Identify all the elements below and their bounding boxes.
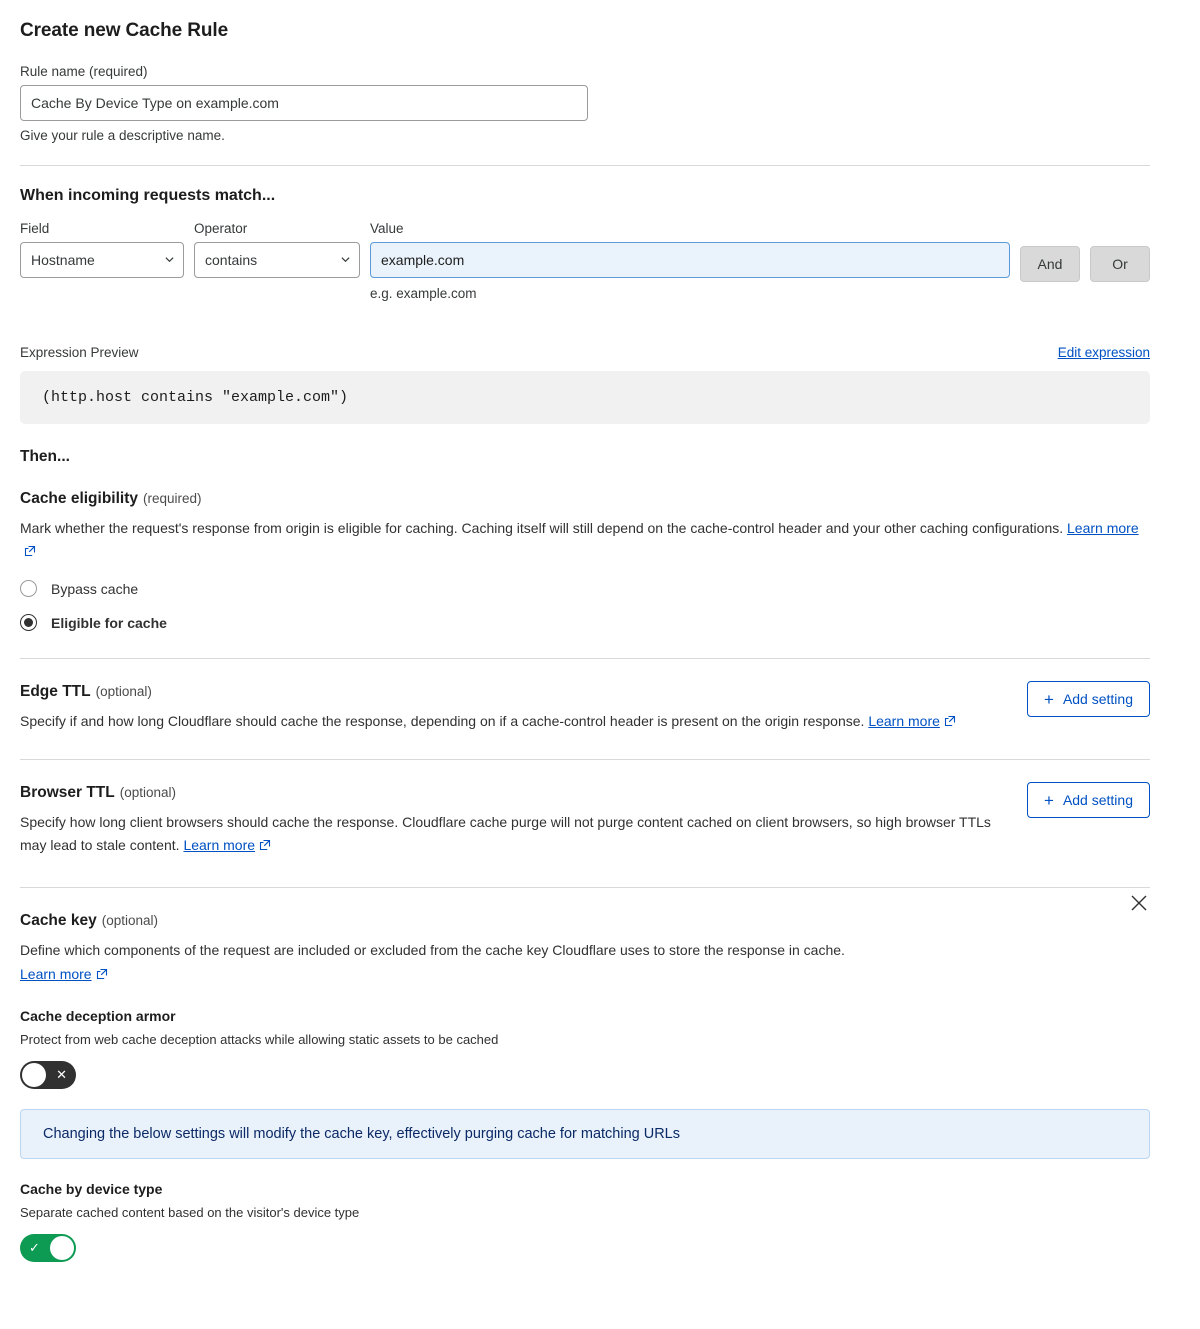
expression-preview-label: Expression Preview bbox=[20, 345, 139, 360]
cache-key-description bbox=[20, 939, 1128, 985]
browser-ttl-title-text: Browser TTL bbox=[20, 784, 115, 802]
cache-key-title-text: Cache key bbox=[20, 912, 97, 930]
value-helper: e.g. example.com bbox=[370, 286, 477, 301]
cache-by-device-type-toggle[interactable] bbox=[20, 1234, 76, 1262]
edit-expression-link[interactable]: Edit expression bbox=[1057, 345, 1150, 360]
cache-by-device-type-description: Separate cached content based on the visitor's device type bbox=[20, 1204, 360, 1220]
or-button[interactable]: Or bbox=[1090, 246, 1150, 282]
edge-ttl-learn-more-link[interactable]: Learn more bbox=[868, 713, 940, 730]
field-label: Field bbox=[20, 221, 50, 236]
external-link-icon bbox=[96, 968, 108, 980]
plus-icon: + bbox=[1044, 689, 1054, 709]
expression-header bbox=[20, 345, 1150, 360]
plus-icon: + bbox=[1044, 790, 1054, 810]
edge-ttl-section bbox=[20, 659, 1150, 733]
cache-key-description-text: Define which components of the request are included or excluded from the cache key Cloudflare uses to store the response in cache. bbox=[20, 942, 845, 959]
divider bbox=[20, 165, 1150, 166]
browser-ttl-section bbox=[20, 760, 1150, 857]
cache-eligibility-title-text: Cache eligibility bbox=[20, 490, 139, 507]
chevron-down-icon bbox=[165, 255, 174, 264]
cache-key-optional: (optional) bbox=[101, 913, 158, 929]
cache-eligibility-required: (required) bbox=[143, 491, 202, 506]
cache-deception-armor-description: Protect from web cache deception attacks while allowing static assets to be cached bbox=[20, 1031, 499, 1047]
browser-ttl-add-setting-button[interactable] bbox=[1027, 782, 1150, 818]
and-button[interactable]: And bbox=[1020, 246, 1080, 282]
cache-key-header bbox=[20, 888, 1150, 985]
edge-ttl-description bbox=[20, 710, 997, 733]
edge-ttl-optional: (optional) bbox=[95, 684, 152, 700]
edge-ttl-description-text: Specify if and how long Cloudflare should cache the response, depending on if a cache-control header is present on the origin response. bbox=[20, 713, 865, 730]
rule-name-helper: Give your rule a descriptive name. bbox=[20, 128, 225, 143]
then-heading: Then... bbox=[20, 448, 70, 465]
radio-bypass-cache-control[interactable] bbox=[20, 580, 37, 597]
cache-by-device-type-title: Cache by device type bbox=[20, 1180, 163, 1197]
chevron-down-icon bbox=[341, 255, 350, 264]
browser-ttl-learn-more-link[interactable]: Learn more bbox=[183, 837, 256, 854]
browser-ttl-add-setting-label: Add setting bbox=[1062, 792, 1133, 809]
value-label: Value bbox=[370, 221, 404, 236]
rule-name-section bbox=[20, 64, 1150, 143]
cache-by-device-type-toggle-glyph: ✓ bbox=[29, 1240, 40, 1256]
browser-ttl-title bbox=[20, 784, 997, 802]
close-icon[interactable] bbox=[1128, 892, 1150, 914]
toggle-knob bbox=[50, 1236, 74, 1260]
edge-ttl-title-text: Edge TTL bbox=[20, 683, 91, 701]
field-select[interactable] bbox=[20, 242, 184, 278]
cache-eligibility-description bbox=[20, 517, 1140, 563]
rule-name-input[interactable] bbox=[20, 85, 588, 121]
radio-eligible-for-cache-label: Eligible for cache bbox=[51, 614, 167, 631]
field-column bbox=[20, 221, 184, 278]
rule-name-label: Rule name (required) bbox=[20, 64, 148, 79]
cache-eligibility-learn-more-link[interactable]: Learn more bbox=[1067, 520, 1139, 536]
browser-ttl-optional: (optional) bbox=[119, 785, 177, 801]
value-input[interactable] bbox=[370, 242, 1010, 278]
edge-ttl-title bbox=[20, 683, 997, 701]
match-heading: When incoming requests match... bbox=[20, 187, 276, 204]
radio-eligible-for-cache[interactable] bbox=[20, 614, 1150, 631]
toggle-knob bbox=[22, 1063, 46, 1087]
field-select-value: Hostname bbox=[31, 252, 95, 268]
browser-ttl-description-text: Specify how long client browsers should cache the response. Cloudflare cache purge will not purge content cached on client browsers, so high browser TTLs may lead to stale content. bbox=[20, 814, 991, 854]
radio-bypass-cache[interactable] bbox=[20, 580, 1150, 597]
match-row bbox=[20, 221, 1150, 301]
value-column bbox=[370, 221, 1010, 301]
cache-eligibility-description-text: Mark whether the request's response from origin is eligible for caching. Caching itself will still depend on the cache-control header and your other caching configurations. bbox=[20, 520, 1064, 536]
logic-buttons bbox=[1020, 221, 1150, 282]
cache-deception-armor-toggle-glyph: ✕ bbox=[56, 1067, 67, 1083]
edge-ttl-add-setting-label: Add setting bbox=[1062, 691, 1133, 708]
edge-ttl-add-setting-button[interactable] bbox=[1027, 681, 1150, 717]
radio-bypass-cache-label: Bypass cache bbox=[51, 580, 139, 597]
cache-deception-armor-title: Cache deception armor bbox=[20, 1007, 176, 1024]
radio-eligible-for-cache-control[interactable] bbox=[20, 614, 37, 631]
external-link-icon bbox=[259, 839, 271, 851]
external-link-icon bbox=[944, 715, 956, 727]
operator-column bbox=[194, 221, 360, 278]
operator-select[interactable] bbox=[194, 242, 360, 278]
cache-eligibility-title bbox=[20, 490, 1150, 508]
page-title: Create new Cache Rule bbox=[20, 20, 229, 41]
operator-select-value: contains bbox=[205, 252, 258, 268]
cache-key-notice: Changing the below settings will modify the cache key, effectively purging cache for matching URLs bbox=[20, 1109, 1150, 1159]
external-link-icon bbox=[24, 545, 36, 557]
cache-key-learn-more-link[interactable]: Learn more bbox=[20, 965, 92, 982]
cache-key-title bbox=[20, 912, 1128, 930]
browser-ttl-description bbox=[20, 811, 997, 857]
operator-label: Operator bbox=[194, 221, 248, 236]
cache-deception-armor-toggle[interactable] bbox=[20, 1061, 76, 1089]
expression-preview-box: (http.host contains "example.com") bbox=[20, 371, 1150, 424]
